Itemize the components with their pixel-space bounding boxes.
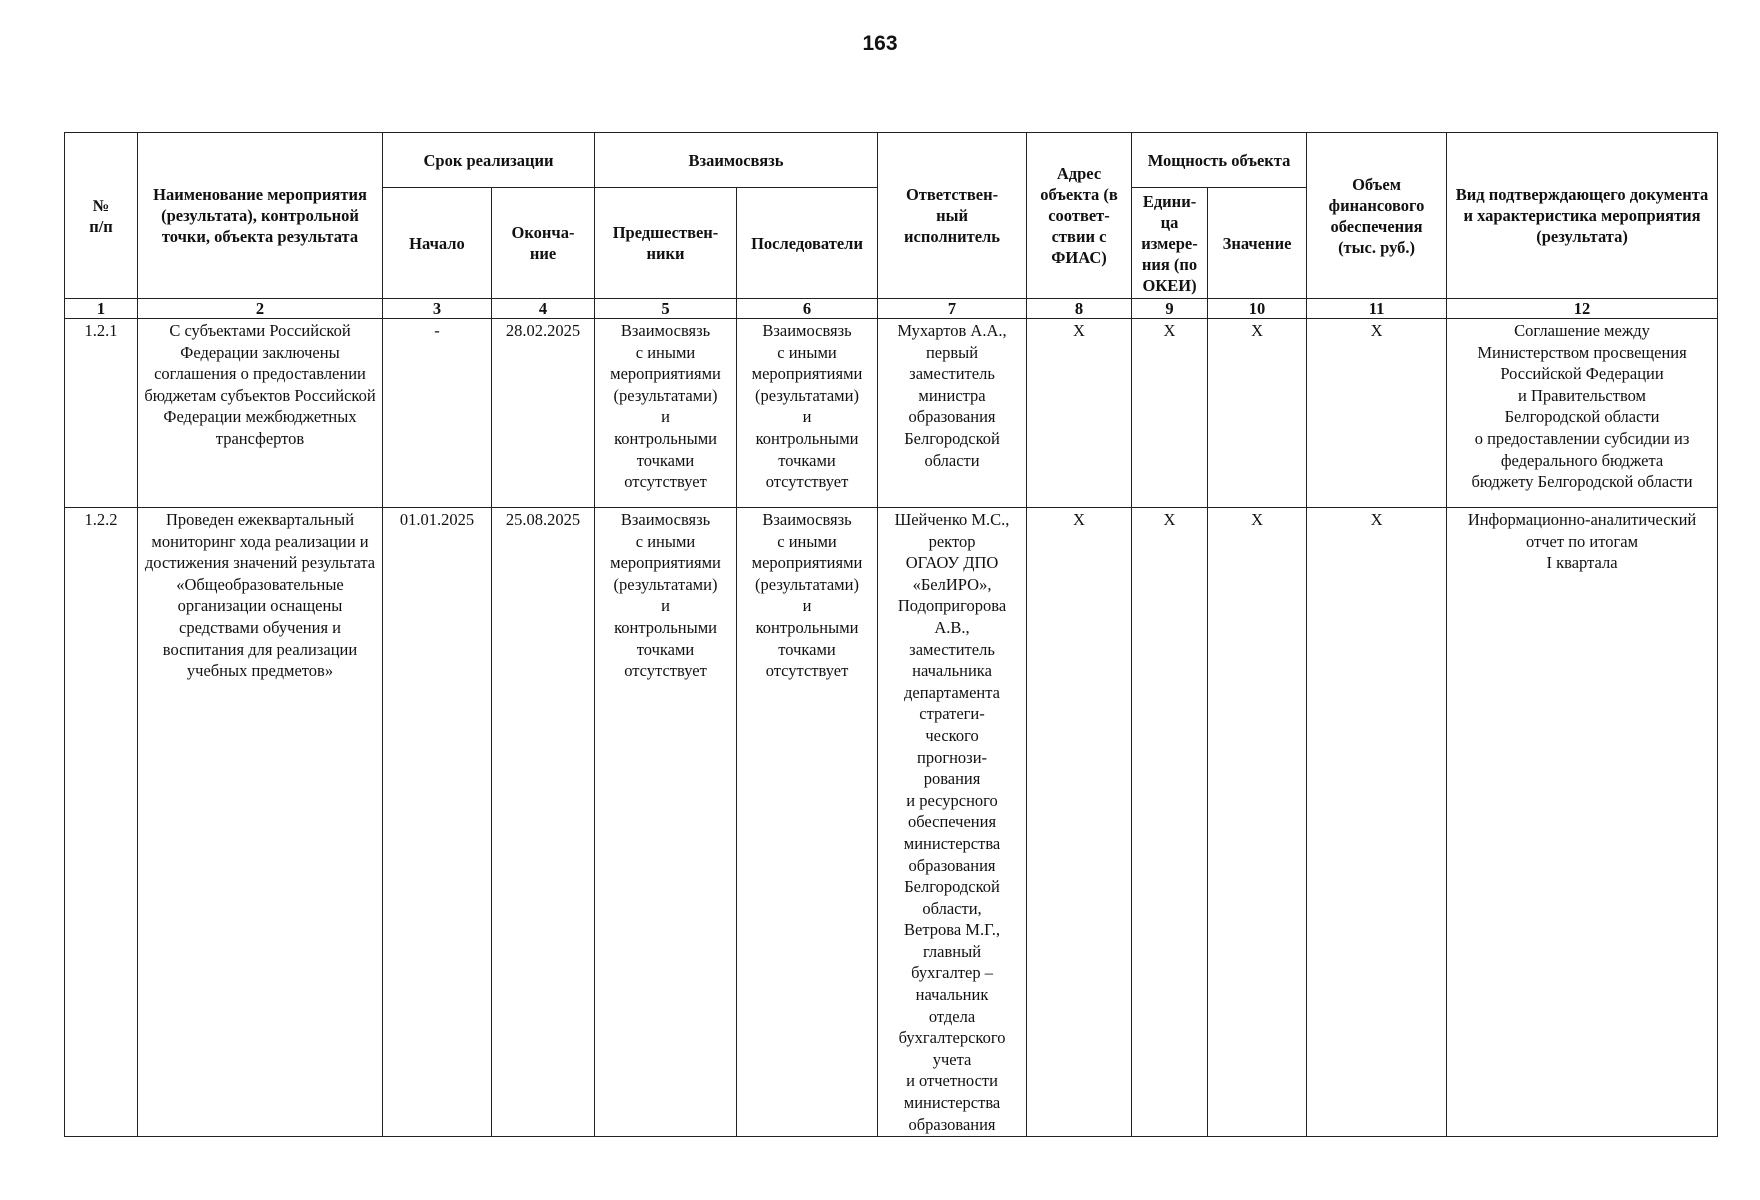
header-predecessors: Предшествен- ники — [595, 188, 737, 299]
table-row — [65, 508, 1718, 1137]
row-responsible: Мухартов А.А., первый заместитель министра образования Белгородской области — [878, 319, 1027, 508]
header-responsible: Ответствен- ный исполнитель — [878, 133, 1027, 299]
row-start: 01.01.2025 — [383, 508, 492, 1137]
row-document: Информационно-аналитический отчет по итогам I квартала — [1447, 508, 1718, 1137]
header-unit: Едини- ца измере- ния (по ОКЕИ) — [1132, 188, 1208, 299]
column-number: 9 — [1132, 299, 1208, 319]
header-address: Адрес объекта (в соответ-ствии с ФИАС) — [1027, 133, 1132, 299]
column-numbers-row — [65, 299, 1718, 319]
header-successors: Последователи — [737, 188, 878, 299]
column-number: 12 — [1447, 299, 1718, 319]
header-relation: Взаимосвязь — [595, 133, 878, 188]
row-value: X — [1208, 319, 1307, 508]
header-end: Оконча- ние — [492, 188, 595, 299]
row-start: - — [383, 319, 492, 508]
events-table — [64, 132, 1718, 1137]
row-successors: Взаимосвязь с иными мероприятиями (результатами) и контрольными точками отсутствует — [737, 319, 878, 508]
column-number: 5 — [595, 299, 737, 319]
row-predecessors: Взаимосвязь с иными мероприятиями (результатами) и контрольными точками отсутствует — [595, 508, 737, 1137]
row-unit: X — [1132, 319, 1208, 508]
header-start: Начало — [383, 188, 492, 299]
row-num: 1.2.2 — [65, 508, 138, 1137]
row-finance: X — [1307, 319, 1447, 508]
column-number: 7 — [878, 299, 1027, 319]
column-number: 3 — [383, 299, 492, 319]
row-name: Проведен ежеквартальный мониторинг хода реализации и достижения значений результата «Общеобразовательные организации оснащены средствами обучения и воспитания для реализации учебных предметов» — [138, 508, 383, 1137]
header-capacity: Мощность объекта — [1132, 133, 1307, 188]
column-number: 6 — [737, 299, 878, 319]
header-document: Вид подтверждающего документа и характеристика мероприятия (результата) — [1447, 133, 1718, 299]
header-value: Значение — [1208, 188, 1307, 299]
column-number: 2 — [138, 299, 383, 319]
row-end: 25.08.2025 — [492, 508, 595, 1137]
row-unit: X — [1132, 508, 1208, 1137]
column-number: 1 — [65, 299, 138, 319]
table-row — [65, 319, 1718, 508]
row-value: X — [1208, 508, 1307, 1137]
row-address: X — [1027, 508, 1132, 1137]
row-predecessors: Взаимосвязь с иными мероприятиями (результатами) и контрольными точками отсутствует — [595, 319, 737, 508]
row-name: С субъектами Российской Федерации заключены соглашения о предоставлении бюджетам субъектов Российской Федерации межбюджетных трансфертов — [138, 319, 383, 508]
row-finance: X — [1307, 508, 1447, 1137]
header-num: № п/п — [65, 133, 138, 299]
row-document: Соглашение между Министерством просвещения Российской Федерации и Правительством Белгородской области о предоставлении субсидии из федерального бюджета бюджету Белгородской области — [1447, 319, 1718, 508]
column-number: 10 — [1208, 299, 1307, 319]
header-row — [65, 133, 1718, 188]
column-number: 4 — [492, 299, 595, 319]
header-finance: Объем финансового обеспечения (тыс. руб.) — [1307, 133, 1447, 299]
column-number: 8 — [1027, 299, 1132, 319]
header-period: Срок реализации — [383, 133, 595, 188]
page-number: 163 — [862, 32, 898, 55]
header-name: Наименование мероприятия (результата), контрольной точки, объекта результата — [138, 133, 383, 299]
row-end: 28.02.2025 — [492, 319, 595, 508]
column-number: 11 — [1307, 299, 1447, 319]
row-responsible: Шейченко М.С., ректор ОГАОУ ДПО «БелИРО», Подопригорова А.В., заместитель начальника департамента стратеги- ческого прогнози- рования и ресурсного обеспечения министерства образования Белгородской области, Ветрова М.Г., главный бухгалтер – начальник отдела бухгалтерского учета и отчетности министерства образования — [878, 508, 1027, 1137]
row-address: X — [1027, 319, 1132, 508]
row-successors: Взаимосвязь с иными мероприятиями (результатами) и контрольными точками отсутствует — [737, 508, 878, 1137]
row-num: 1.2.1 — [65, 319, 138, 508]
